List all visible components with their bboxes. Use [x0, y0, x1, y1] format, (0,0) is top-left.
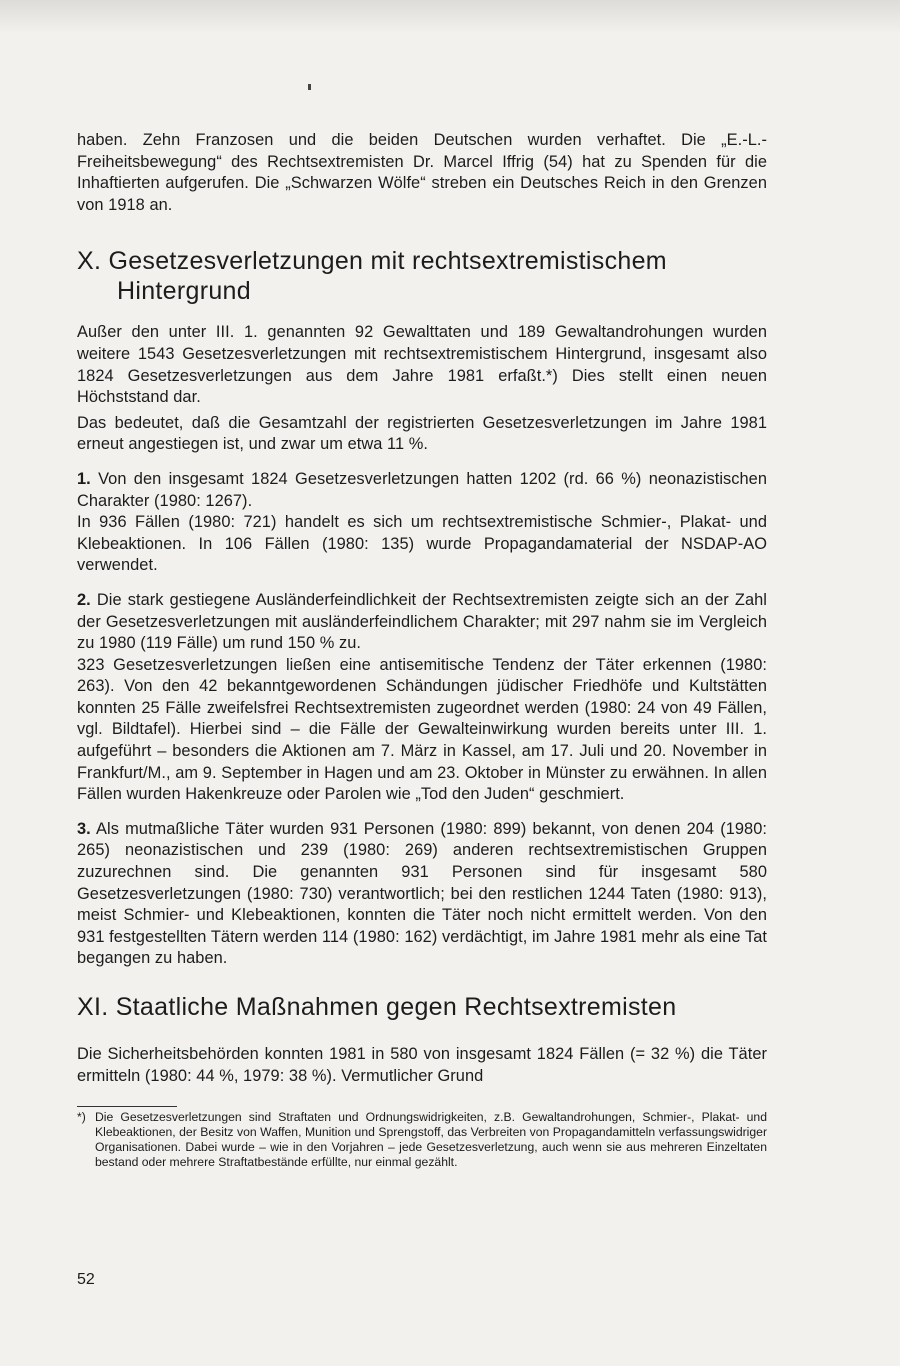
- item-2-paragraph-b: 323 Gesetzesverletzungen ließen eine antisemitische Tendenz der Täter erkennen (1980: 263). Von den 42 bekanntgewordenen Schändungen jüdischer Friedhöfe und Kultstätten konnten 25 Fälle zweifelsfrei Rechtsextremisten zugeordnet werden (1980: 24 von 49 Fällen, vgl. Bildtafel). Hierbei sind – die Fälle der Gewalteinwirkung wurden bereits unter III. 1. aufgeführt – besonders die Aktionen am 7. März in Kassel, am 17. Juli und 20. November in Frankfurt/M., am 9. September in Hagen und am 23. Oktober in Münster zu erwähnen. In allen Fällen wurden Hakenkreuze oder Parolen wie „Tod den Juden“ geschmiert.: [77, 655, 767, 804]
- footnote-divider: [77, 1106, 177, 1107]
- scan-top-edge: [0, 0, 900, 34]
- section-x-paragraph-1: Außer den unter III. 1. genannten 92 Gewalttaten und 189 Gewaltandrohungen wurden weitere 1543 Gesetzesverletzungen mit rechtsextremistischem Hintergrund, insgesamt also 1824 Gesetzesverletzungen aus dem Jahre 1981 erfaßt.*) Dies stellt einen neuen Höchststand dar.: [77, 323, 767, 407]
- section-x-paragraph-2: Das bedeutet, daß die Gesamtzahl der registrierten Gesetzesverletzungen im Jahre 1981 erneut angestiegen ist, und zwar um etwa 11 %.: [77, 413, 767, 454]
- document-page: [77, 130, 767, 1169]
- section-x-heading: [77, 246, 767, 306]
- section-xi-paragraph-1: Die Sicherheitsbehörden konnten 1981 in 580 von insgesamt 1824 Fällen (= 32 %) die Täter ermitteln (1980: 44 %, 1979: 38 %). Vermutlicher Grund: [77, 1045, 767, 1085]
- section-x-heading-line1: X. Gesetzesverletzungen mit rechtsextremistischem: [77, 247, 667, 276]
- footnote: [77, 1110, 767, 1169]
- item-1-number: 1.: [77, 469, 91, 488]
- footnote-mark: *): [77, 1110, 86, 1125]
- item-2-paragraph: [77, 590, 767, 655]
- item-1-paragraph: [77, 469, 767, 512]
- section-x-heading-line2: Hintergrund: [117, 277, 251, 306]
- item-3-text: Als mutmaßliche Täter wurden 931 Personen (1980: 899) bekannt, von denen 204 (1980: 265) neonazistischen und 239 (1980: 269) anderen rechtsextremistischen Gruppen zuzurechnen sind. Die genannten 931 Personen sind für insgesamt 580 Gesetzesverletzungen (1980: 730) verantwortlich; bei den restlichen 1244 Taten (1980: 913), meist Schmier- und Klebeaktionen, konnten die Täter noch nicht ermittelt werden. Von den 931 festgestellten Tätern werden 114 (1980: 162) verdächtigt, im Jahre 1981 mehr als eine Tat begangen zu haben.: [77, 819, 767, 968]
- item-1-paragraph-b: In 936 Fällen (1980: 721) handelt es sich um rechtsextremistische Schmier-, Plakat- und Klebeaktionen. In 106 Fällen (1980: 135) wurde Propagandamaterial der NSDAP-AO verwendet.: [77, 513, 767, 575]
- item-2-text: Die stark gestiegene Ausländerfeindlichkeit der Rechtsextremisten zeigte sich an der Zahl der Gesetzesverletzungen mit ausländerfeindlichem Charakter; mit 297 nahm sie im Vergleich zu 1980 (119 Fälle) um rund 150 % zu.: [77, 590, 768, 653]
- scan-speck: [308, 84, 311, 90]
- item-2-number: 2.: [77, 590, 91, 609]
- item-1-text: Von den insgesamt 1824 Gesetzesverletzungen hatten 1202 (rd. 66 %) neonazistischen Charakter (1980: 1267).: [77, 469, 767, 510]
- footnote-text: Die Gesetzesverletzungen sind Straftaten und Ordnungswidrigkeiten, z.B. Gewaltandrohungen, Schmier-, Plakat- und Klebeaktionen, der Besitz von Waffen, Munition und Sprengstoff, das Verbreiten von Propagandamitteln verfassungswidriger Organisationen. Dabei wurde – wie in den Vorjahren – jede Gesetzesverletzung, auch wenn sie aus mehreren Einzeltaten bestand oder mehrere Straftatbestände erfüllte, nur einmal gezählt.: [95, 1110, 767, 1169]
- page-number: 52: [77, 1271, 95, 1288]
- section-xi-heading: XI. Staatliche Maßnahmen gegen Rechtsextremisten: [77, 993, 677, 1021]
- intro-paragraph: haben. Zehn Franzosen und die beiden Deutschen wurden verhaftet. Die „E.-L.-Freiheitsbewegung“ des Rechtsextremisten Dr. Marcel Iffrig (54) hat zu Spenden für die Inhaftierten aufgerufen. Die „Schwarzen Wölfe“ streben ein Deutsches Reich in den Grenzen von 1918 an.: [77, 131, 767, 214]
- item-3-paragraph: [77, 819, 767, 970]
- item-3-number: 3.: [77, 819, 91, 838]
